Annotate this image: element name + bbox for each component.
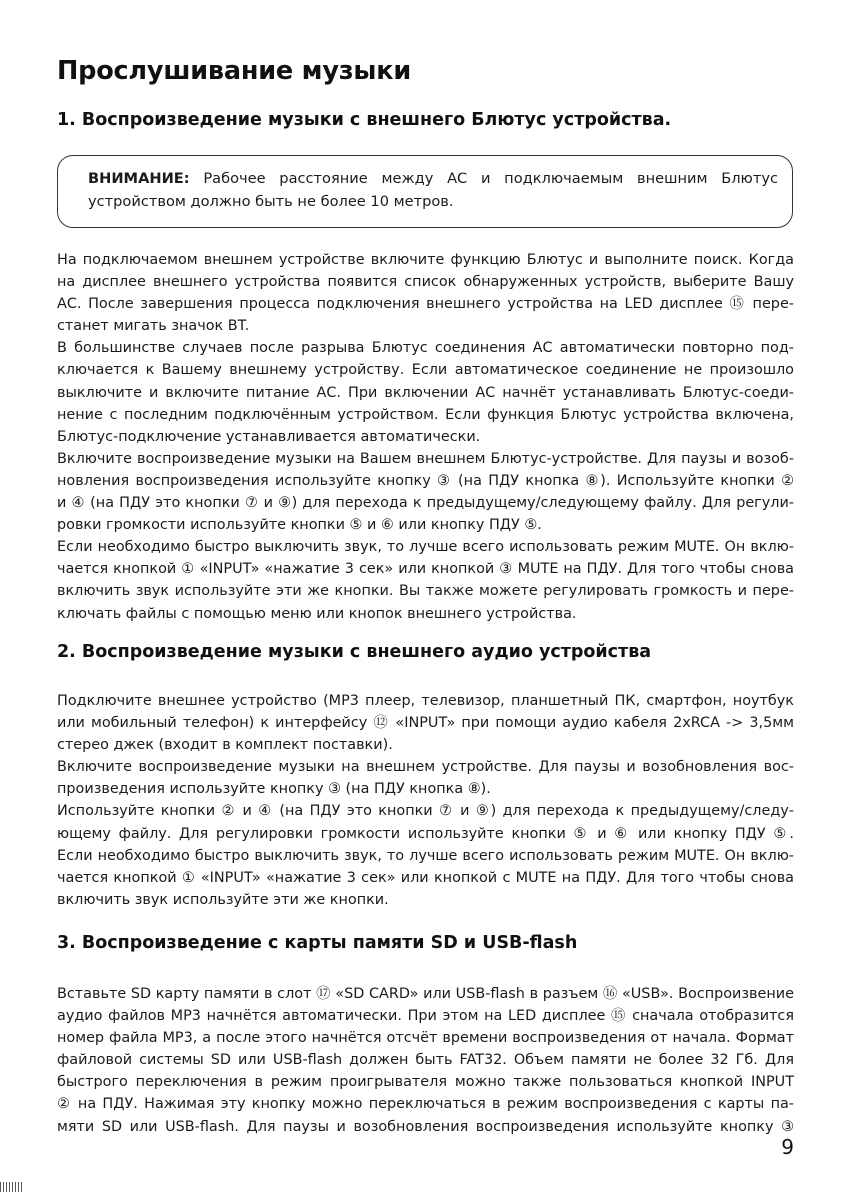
text-line: стерео джек (входит в комплект поставки). [57, 737, 393, 754]
text-line: новления воспроизведения используйте кнопку ③ (на ПДУ кнопка ⑧). Используйте кнопки ② [57, 472, 794, 489]
section-heading-sd-usb: 3. Воспроизведение с карты памяти SD и USB-flash [57, 933, 578, 953]
text-line: Включите воспроизведение музыки на внешнем устройстве. Для паузы и возобновления вос- [57, 759, 794, 776]
text-line: или мобильный телефон) к интерфейсу ⑫ «INPUT» при помощи аудио кабеля 2хRCA -> 3,5мм [57, 715, 794, 732]
text-line: включить звук используйте эти же кнопки. [57, 891, 389, 908]
text-line: ющему файлу. Для регулировки громкости используйте кнопки ⑤ и ⑥ или кнопку ПДУ ⑤. [57, 825, 794, 842]
text-line: В большинстве случаев после разрыва Блютус соединения АС автоматически повторно под- [57, 340, 794, 357]
page-number: 9 [781, 1135, 794, 1159]
section-heading-aux: 2. Воспроизведение музыки с внешнего аудио устройства [57, 642, 652, 662]
text-line: Вставьте SD карту памяти в слот ⑰ «SD CARD» или USB-flash в разъем ⑯ «USB». Воспроизвение [57, 986, 794, 1002]
text-line: включить звук используйте эти же кнопки. Вы также можете регулировать громкость и пере- [57, 583, 794, 600]
warning-notice-box [57, 155, 793, 228]
text-line: быстрого переключения в режим проигрывателя можно также пользоваться кнопкой INPUT [57, 1074, 794, 1091]
section-heading-bluetooth: 1. Воспроизведение музыки с внешнего Блютус устройства. [57, 110, 672, 130]
text-line: Подключите внешнее устройство (MP3 плеер, телевизор, планшетный ПК, смартфон, ноутбук [57, 693, 794, 709]
bluetooth-instructions [57, 249, 794, 625]
text-line: файловой системы SD или USB-flash должен быть FAT32. Объем памяти не более 32 Гб. Для [57, 1052, 794, 1069]
text-line: ровки громкости используйте кнопки ⑤ и ⑥ или кнопку ПДУ ⑤. [57, 517, 542, 534]
sd-usb-instructions [57, 983, 794, 1138]
text-line: и ④ (на ПДУ это кнопки ⑦ и ⑨) для перехода к предыдущему/следующему файлу. Для регули- [57, 495, 794, 512]
text-line: Если необходимо быстро выключить звук, то лучше всего использовать режим MUTE. Он вклю- [57, 847, 794, 864]
page-title: Прослушивание музыки [57, 56, 411, 86]
warning-body: Рабочее расстояние между АС и подключаемым внешним Блютус устройством должно быть не более 10 метров. [88, 170, 778, 210]
text-line: ② на ПДУ. Нажимая эту кнопку можно переключаться в режим воспроизведения с карты па- [57, 1096, 794, 1113]
text-line: Включите воспроизведение музыки на Вашем внешнем Блютус-устройстве. Для паузы и возоб- [57, 450, 794, 467]
text-line: станет мигать значок BT. [57, 318, 250, 335]
text-line: произведения используйте кнопку ③ (на ПДУ кнопка ⑧). [57, 781, 491, 798]
text-line: выключите и включите питание АС. При включении АС начнёт устанавливать Блютус-соеди- [57, 384, 794, 401]
text-line: чается кнопкой ① «INPUT» «нажатие 3 сек» или кнопкой с MUTE на ПДУ. Для того чтобы снова [57, 869, 794, 886]
text-line: ключается к Вашему внешнему устройству. Если автоматическое соединение не произошло [57, 362, 794, 379]
text-line: Если необходимо быстро выключить звук, то лучше всего использовать режим MUTE. Он вклю- [57, 539, 794, 556]
aux-instructions [57, 690, 794, 911]
text-line: ключать файлы с помощью меню или кнопок внешнего устройства. [57, 605, 577, 622]
warning-notice-text [88, 168, 778, 213]
text-line: Используйте кнопки ② и ④ (на ПДУ это кнопки ⑦ и ⑨) для перехода к предыдущему/следу- [57, 803, 794, 820]
text-line: мяти SD или USB-flash. Для паузы и возобновления воспроизведения используйте кнопку ③ [57, 1118, 794, 1135]
text-line: чается кнопкой ① «INPUT» «нажатие 3 сек» или кнопкой ③ MUTE на ПДУ. Для того чтобы снова [57, 561, 794, 578]
text-line: На подключаемом внешнем устройстве включите функцию Блютус и выполните поиск. Когда [57, 252, 794, 268]
scan-edge-mark [0, 1182, 24, 1192]
text-line: Блютус-подключение устанавливается автоматически. [57, 428, 481, 445]
warning-label: ВНИМАНИЕ: [88, 170, 190, 187]
text-line: АС. После завершения процесса подключения внешнего устройства на LED дисплее ⑮ пере- [57, 296, 794, 313]
text-line: номер файла MP3, а после этого начнётся отсчёт времени воспроизведения от начала. Формат [57, 1030, 794, 1047]
text-line: нение с последним подключённым устройством. Если функция Блютус устройства включена, [57, 406, 794, 423]
text-line: аудио файлов MP3 начнётся автоматически. При этом на LED дисплее ⑮ сначала отобразится [57, 1008, 794, 1025]
text-line: на дисплее внешнего устройства появится список обнаруженных устройств, выберите Вашу [57, 274, 794, 291]
